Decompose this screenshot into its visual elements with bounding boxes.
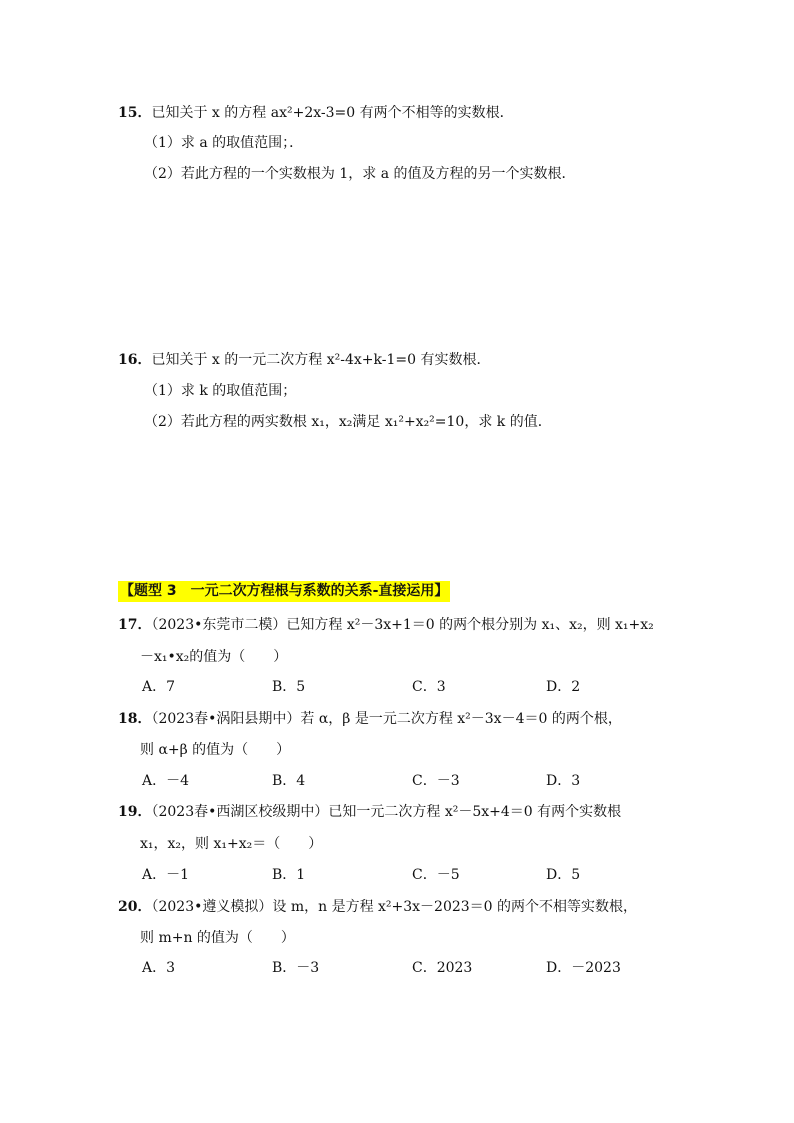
option-d: D．3 [546,773,581,789]
question-part-2: （2）若此方程的一个实数根为 1，求 a 的值及方程的另一个实数根． [144,166,576,182]
option-a: A．7 [142,679,176,695]
option-d: D．－2023 [546,960,621,976]
question-stem: （2023•遵义模拟）设 m，n 是方程 x²+3x－2023＝0 的两个不相等实数根， [151,899,638,915]
question-number: 15． [118,105,152,121]
question-part-2: （2）若此方程的两实数根 x₁，x₂满足 x₁²+x₂²=10，求 k 的值． [144,414,552,430]
option-b: B．－3 [272,960,320,976]
question-number: 20． [118,899,152,915]
question-stem-continued: 则 m+n 的值为（ ） [140,930,295,946]
option-d: D．5 [546,867,581,883]
option-b: B．1 [272,867,306,883]
option-a: A．3 [142,960,176,976]
question-stem: （2023春•西湖区校级期中）已知一元二次方程 x²－5x+4＝0 有两个实数根 [151,804,622,820]
option-b: B．4 [272,773,306,789]
question-stem-continued: －x₁•x₂的值为（ ） [140,649,288,665]
question-stem: （2023春•涡阳县期中）若 α，β 是一元二次方程 x²－3x－4＝0 的两个根， [151,711,622,727]
option-b: B．5 [272,679,306,695]
section-title: 【题型 3 一元二次方程根与系数的关系-直接运用】 [118,581,450,602]
question-stem-continued: 则 α+β 的值为（ ） [140,742,291,758]
option-a: A．－1 [142,867,190,883]
option-c: C．2023 [412,960,473,976]
question-part-1: （1）求 k 的取值范围； [144,383,297,399]
question-number: 18． [118,711,152,727]
question-stem: （2023•东莞市二模）已知方程 x²－3x+1＝0 的两个根分别为 x₁、x₂，则 x₁+x₂ [151,617,654,633]
question-number: 16． [118,352,152,368]
question-part-1: （1）求 a 的取值范围；． [144,135,304,151]
question-number: 19． [118,804,152,820]
question-stem-continued: x₁，x₂，则 x₁+x₂＝（ ） [140,836,323,852]
option-d: D．2 [546,679,581,695]
option-c: C．－5 [412,867,460,883]
question-number: 17． [118,617,152,633]
option-c: C．3 [412,679,446,695]
option-c: C．－3 [412,773,460,789]
option-a: A．－4 [142,773,190,789]
question-stem: 已知关于 x 的方程 ax²+2x-3=0 有两个不相等的实数根． [151,105,514,121]
question-stem: 已知关于 x 的一元二次方程 x²-4x+k-1=0 有实数根． [151,352,491,368]
